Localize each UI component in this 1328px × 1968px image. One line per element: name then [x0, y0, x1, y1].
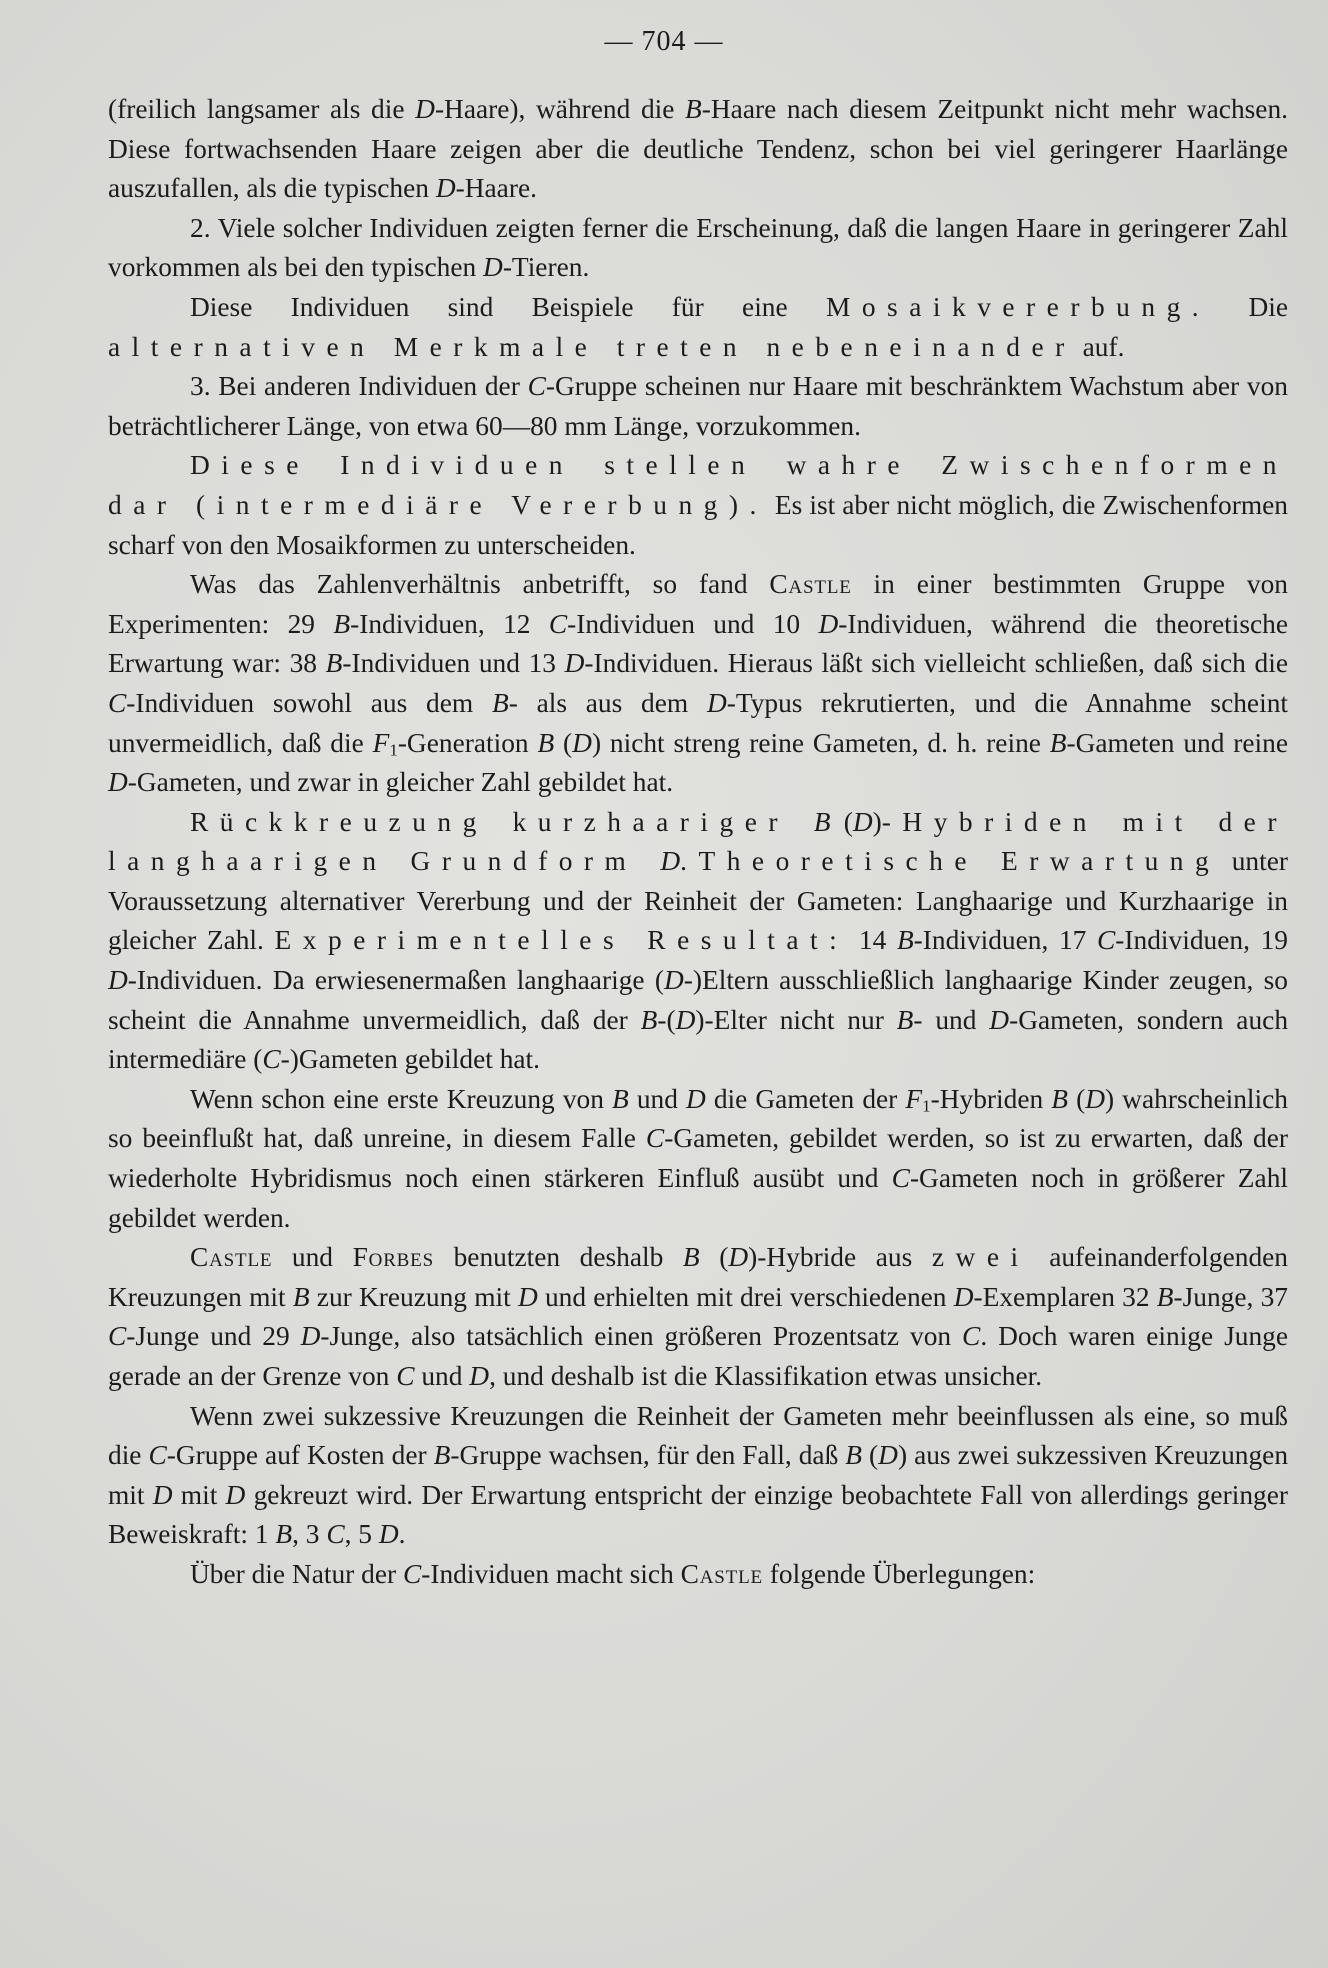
text-run: gekreuzt wird. Der Erwartung entspricht der einzige beobachtete Fall von allerdings geringer Beweiskraft: 1: [108, 1479, 1288, 1550]
paragraph: [108, 209, 1288, 288]
italic-symbol: D: [469, 1361, 490, 1391]
italic-symbol: D: [1085, 1083, 1105, 1114]
italic-symbol: D: [517, 1281, 538, 1312]
italic-symbol: C: [527, 371, 546, 402]
text-run: 2. Viele solcher Individuen zeigten ferner die Erscheinung, daß die langen Haare in geringerer Zahl vorkommen als bei den typischen: [108, 212, 1288, 283]
text-run: , 5: [344, 1519, 379, 1550]
text-run: und: [272, 1242, 353, 1273]
text-run: (: [554, 727, 573, 758]
text-run: unter Voraussetzung alternativer Vererbung und der Reinheit der Gameten: Langhaarige und Kurzhaarige in gleicher Zahl.: [108, 846, 1288, 956]
text-run: -Individuen sowohl aus dem: [126, 687, 492, 718]
text-run: -Gruppe auf Kosten der: [166, 1440, 434, 1471]
text-run: -Individuen, während die theoretische Erwartung war: 38: [108, 608, 1289, 679]
text-run: -Individuen und 13: [342, 648, 565, 679]
text-run: -Individuen macht sich: [421, 1558, 681, 1589]
text-run: -Junge, 37: [1173, 1281, 1288, 1312]
paragraph: [108, 446, 1288, 565]
text-run: und erhielten mit drei verschiedenen: [537, 1281, 954, 1312]
italic-symbol: B: [896, 1004, 914, 1035]
italic-symbol: B: [896, 925, 914, 956]
italic-symbol: B: [491, 687, 509, 718]
text-run: - als aus dem: [508, 687, 707, 718]
italic-symbol: B: [682, 1242, 700, 1273]
italic-symbol: C: [396, 1361, 415, 1391]
page-number: — 704 —: [604, 26, 724, 57]
text-run: (: [862, 1440, 879, 1471]
italic-symbol: D: [300, 1321, 321, 1352]
italic-symbol: D: [415, 94, 435, 124]
italic-symbol: F: [372, 727, 390, 758]
text-run: -Typus rekrutierten, und die Annahme scheint unvermeidlich, daß die: [108, 687, 1288, 758]
text-run: -Individuen, 19: [1115, 925, 1288, 956]
italic-symbol: C: [962, 1321, 981, 1352]
text-run: Was das Zahlenverhältnis anbetrifft, so fand: [190, 569, 770, 600]
italic-symbol: D: [728, 1242, 749, 1273]
text-run: Wenn schon eine erste Kreuzung von: [190, 1083, 612, 1114]
italic-symbol: C: [891, 1163, 910, 1194]
paragraph: [108, 803, 1288, 1080]
text-run: -Gameten und reine: [1066, 727, 1288, 758]
italic-symbol: D: [152, 1479, 173, 1510]
spaced-emphasis: Diese Individuen stellen wahre Zwischenformen dar (intermediäre Vererbung).: [108, 450, 1288, 520]
italic-symbol: D: [564, 648, 585, 679]
text-run: , und deshalb ist die Klassifikation etwas unsicher.: [489, 1361, 1043, 1391]
text-run: - und: [913, 1004, 990, 1035]
spaced-emphasis: Theoretische Erwartung: [698, 846, 1221, 877]
text-run: -Gameten, sondern auch intermediäre (: [108, 1004, 1289, 1075]
text-run: die Gameten der: [705, 1083, 906, 1114]
text-run: benutzten deshalb: [434, 1242, 683, 1273]
text-run: -Gruppe scheinen nur Haare mit beschränktem Wachstum aber von beträchtlicherer Länge, von etwa 60—80 mm Länge, vorzukommen.: [108, 371, 1288, 441]
text-run: -Gameten noch in größerer Zahl gebildet werden.: [108, 1163, 1288, 1233]
italic-symbol: C: [326, 1519, 345, 1550]
text-run: Über die Natur der: [190, 1558, 403, 1589]
author-name: Forbes: [352, 1242, 434, 1273]
italic-symbol: D: [685, 1083, 706, 1114]
text-run: -Generation: [397, 727, 538, 758]
italic-symbol: D: [675, 1004, 696, 1035]
spaced-emphasis: Experimentelles Resultat:: [274, 925, 849, 956]
italic-symbol: D: [818, 608, 839, 639]
italic-symbol: C: [548, 608, 568, 639]
text-run: -Gameten, gebildet werden, so ist zu erwarten, daß der wiederholte Hybridismus noch einen stärkeren Einfluß ausübt und: [108, 1123, 1288, 1194]
italic-symbol: B: [813, 806, 831, 837]
text-run: zur Kreuzung mit: [309, 1281, 518, 1312]
italic-symbol: B: [845, 1440, 863, 1471]
text-run: (: [699, 1242, 729, 1273]
text-run: Diese Individuen sind Beispiele für eine: [190, 291, 826, 322]
italic-symbol: D: [660, 846, 681, 877]
paragraph: [108, 1397, 1288, 1555]
paragraph: [108, 565, 1288, 803]
text-run: -Haare), während die: [434, 94, 686, 124]
text-run: (freilich langsamer als die: [108, 94, 416, 124]
body-text: [108, 90, 1288, 1595]
italic-symbol: D: [225, 1479, 246, 1510]
italic-symbol: D: [108, 965, 128, 996]
italic-symbol: B: [685, 94, 702, 124]
text-run: -Hybriden: [930, 1083, 1052, 1114]
italic-symbol: D: [989, 1004, 1010, 1035]
paragraph: [108, 367, 1288, 446]
text-run: -Individuen, 17: [913, 925, 1097, 956]
italic-symbol: B: [333, 608, 351, 639]
text-run: -Individuen. Hieraus läßt sich vielleicht schließen, daß sich die: [584, 648, 1288, 679]
italic-symbol: C: [645, 1123, 665, 1154]
spaced-emphasis: -Hybriden mit der langhaarigen Grundform: [108, 806, 1288, 877]
author-name: Castle: [190, 1242, 273, 1273]
italic-symbol: B: [537, 727, 555, 758]
italic-symbol: B: [1049, 727, 1067, 758]
text-run: -Gruppe wachsen, für den Fall, daß: [450, 1440, 846, 1471]
italic-symbol: D: [878, 1440, 898, 1471]
author-name: Castle: [769, 569, 852, 600]
text-run: .: [680, 846, 699, 877]
text-run: und: [628, 1083, 686, 1114]
italic-symbol: C: [402, 1558, 422, 1589]
spaced-emphasis: zwei: [931, 1242, 1030, 1273]
text-run: in einer bestimmten Gruppe von Experimenten: 29: [108, 569, 1289, 639]
text-run: (: [1068, 1083, 1086, 1114]
text-run: )-Elter nicht nur: [695, 1004, 897, 1035]
text-run: -Tieren.: [502, 252, 590, 283]
text-run: ) nicht streng reine Gameten, d. h. reine: [591, 727, 1050, 758]
italic-symbol: D: [435, 173, 456, 204]
italic-symbol: B: [325, 648, 343, 679]
italic-symbol: D: [852, 806, 873, 837]
italic-symbol: B: [1051, 1083, 1068, 1114]
subscript: 1: [389, 739, 398, 759]
italic-symbol: D: [706, 687, 727, 718]
italic-symbol: B: [1156, 1281, 1174, 1312]
italic-symbol: B: [612, 1083, 629, 1114]
italic-symbol: D: [663, 965, 684, 996]
italic-symbol: D: [953, 1281, 974, 1312]
text-run: -Exemplaren 32: [973, 1281, 1157, 1312]
text-run: -Individuen und 10: [567, 608, 819, 639]
italic-symbol: D: [108, 767, 128, 798]
text-run: mit: [172, 1479, 226, 1510]
italic-symbol: B: [640, 1004, 658, 1035]
text-run: -Individuen, 12: [350, 608, 549, 639]
paragraph: [108, 1080, 1288, 1238]
text-run: , 3: [292, 1519, 327, 1550]
spaced-emphasis: alternativen Merkmale treten nebeneinander: [108, 331, 1076, 362]
text-run: .: [398, 1519, 406, 1550]
text-run: -Haare.: [455, 173, 537, 204]
paragraph: [108, 288, 1288, 367]
text-run: -Junge, also tatsächlich einen größeren Prozentsatz von: [320, 1321, 963, 1352]
italic-symbol: C: [1097, 925, 1116, 956]
italic-symbol: B: [433, 1440, 451, 1471]
text-run: -Gameten, und zwar in gleicher Zahl gebildet hat.: [127, 767, 674, 798]
text-run: . Doch waren einige Junge gerade an der Grenze von: [108, 1321, 1288, 1391]
text-run: -(: [657, 1004, 676, 1035]
text-run: ): [872, 806, 882, 837]
text-run: ) wahrscheinlich so beeinflußt hat, daß unreine, in diesem Falle: [108, 1083, 1288, 1154]
text-run: Es ist aber nicht möglich, die Zwischenformen scharf von den Mosaikformen zu unterscheiden.: [108, 489, 1288, 560]
text-run: -Junge und 29: [126, 1321, 301, 1352]
spaced-emphasis: Rückkreuzung kurzhaariger: [190, 806, 814, 837]
paragraph: [108, 1238, 1288, 1396]
text-run: ) aus zwei sukzessiven Kreuzungen mit: [108, 1440, 1289, 1510]
italic-symbol: B: [275, 1519, 293, 1550]
text-run: -Haare nach diesem Zeitpunkt nicht mehr wachsen. Diese fortwachsenden Haare zeigen aber die deutliche Tendenz, schon bei viel geringerer Haarlänge auszufallen, als die typischen: [108, 94, 1289, 204]
text-run: -)Gameten gebildet hat.: [280, 1044, 540, 1075]
italic-symbol: B: [292, 1281, 310, 1312]
italic-symbol: C: [148, 1440, 167, 1471]
text-run: und: [414, 1361, 470, 1391]
paragraph: [108, 90, 1288, 209]
author-name: Castle: [680, 1558, 763, 1589]
text-run: auf.: [1075, 331, 1125, 362]
text-run: Wenn zwei sukzessive Kreuzungen die Reinheit der Gameten mehr beeinflussen als eine, so muß die: [108, 1400, 1288, 1471]
spaced-emphasis: Mosaikvererbung.: [825, 291, 1211, 322]
text-run: (: [830, 806, 853, 837]
paragraph: [108, 1555, 1288, 1595]
italic-symbol: D: [483, 252, 503, 283]
italic-symbol: F: [905, 1083, 923, 1114]
text-run: 3. Bei anderen Individuen der: [190, 371, 528, 402]
text-run: aufeinanderfolgenden Kreuzungen mit: [108, 1242, 1288, 1312]
italic-symbol: C: [262, 1044, 281, 1075]
text-run: 14: [848, 925, 897, 956]
subscript: 1: [922, 1096, 931, 1116]
italic-symbol: C: [108, 1321, 127, 1352]
text-run: folgende Überlegungen:: [762, 1558, 1036, 1589]
italic-symbol: D: [378, 1519, 399, 1550]
text-run: -Individuen. Da erwiesenermaßen langhaarige (: [127, 965, 664, 996]
text-run: -)Eltern ausschließlich langhaarige Kinder zeugen, so scheint die Annahme unvermeidlich, daß der: [108, 965, 1288, 1035]
text-run: )-Hybride aus: [748, 1242, 932, 1273]
text-run: Die: [1210, 291, 1289, 322]
italic-symbol: D: [572, 727, 592, 758]
italic-symbol: C: [108, 687, 127, 718]
